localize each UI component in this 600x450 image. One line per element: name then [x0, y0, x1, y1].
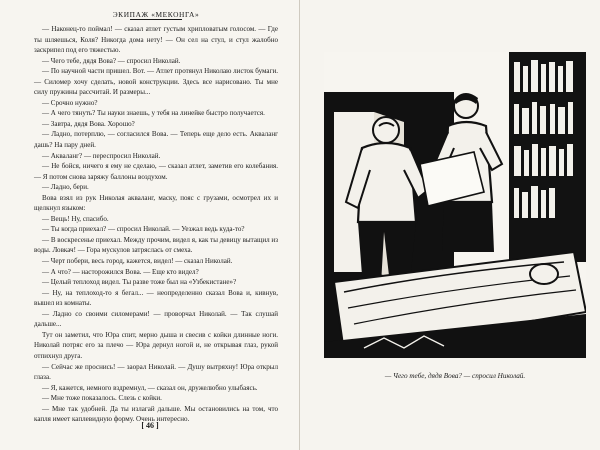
- paragraph: — Наконец-то поймал! — сказал атлет густым хрипловатым голосом. — Где ты шляешься, Коля? Никогда дома нету! — Он сел на стул, и стул жалобно заскрипел под его тяжестью.: [34, 25, 278, 55]
- page-number: [0, 421, 300, 430]
- paragraph: — По научной части пришел. Вот. — Атлет протянул Николаю листок бумаги. — Силомер хочу сделать, новой конструкции. Здесь все нарисовано. Ты мне силу пружины рассчитай. И размеры...: [34, 67, 278, 97]
- running-head-rule: [130, 19, 182, 20]
- illustration-two-men-and-sleeper: [324, 52, 586, 358]
- paragraph: — Акваланг? — переспросил Николай.: [42, 151, 161, 160]
- paragraph: — Завтра, дядя Вова. Хорошо?: [42, 119, 135, 128]
- running-head-text: ЭКИПАЖ «МЕКОНГА»: [112, 10, 200, 19]
- paragraph: — Чего тебе, дядя Вова? — спросил Николай.: [42, 56, 181, 65]
- paragraph: — Я, кажется, немного вздремнул, — сказал он, дружелюбно улыбаясь.: [42, 383, 258, 392]
- paragraph: — Сейчас же проснись! — заорал Николай. — Душу вытряхну! Юра открыл глаза.: [34, 362, 278, 382]
- right-page: [300, 0, 600, 450]
- paragraph: — В воскресенье приехал. Между прочим, видел я, как ты девицу вытащил из воды. Ловкач! — Гора мускулов затряслась от смеха.: [34, 235, 278, 255]
- paragraph: — Вещь! Ну, спасибо.: [42, 214, 109, 223]
- paragraph: — Ладно, потерплю, — согласился Вова. — Теперь еще дело есть. Акваланг дашь? На пару дней.: [34, 130, 278, 150]
- paragraph: — Ладно, бери.: [42, 183, 89, 192]
- paragraph: — Мне тоже показалось. Слезь с койки.: [42, 394, 162, 403]
- paragraph: Вова взял из рук Николая акваланг, маску, пояс с грузами, осмотрел их и щелкнул языком:: [34, 193, 278, 213]
- paragraph: — Срочно нужно?: [42, 98, 98, 107]
- paragraph: — Ну, на теплоход-то я бегал... — неопределенно сказал Вова и, кивнув, вышел из комнаты.: [34, 288, 278, 308]
- paragraph: — А чего тянуть? Ты науки знаешь, у тебя на линейке быстро получается.: [42, 109, 265, 118]
- running-head: [34, 10, 278, 19]
- page-number-bracket-left: [: [141, 421, 146, 430]
- body-text: [34, 24, 278, 425]
- paragraph: — Целый теплоход видел. Ты разве тоже был на «Узбекистане»?: [42, 278, 237, 287]
- paragraph: — Ты когда приехал? — спросил Николай. — Уезжал ведь куда-то?: [42, 225, 245, 234]
- paragraph: — Ладно со своими силомерами! — проворчал Николай. — Так слушай дальше...: [34, 309, 278, 329]
- page-number-value: 46: [146, 421, 154, 430]
- paragraph: — Мне так удобней. Да ты излагай дальше. Мы остановились на том, что капля имеет каплевидную форму. Очень интересно.: [34, 404, 278, 424]
- paragraph: — Не бойся, ничего я ему не сделаю, — сказал атлет, заметив его колебания. — Я потом снова заряжу баллоны воздухом.: [34, 162, 278, 181]
- paragraph: Тут он заметил, что Юра спит, мерно дыша и свесив с койки длинные ноги. Николай потряс его за плечо — Юра дернул ногой и, не открывая глаз, рукой отпихнул друга.: [34, 330, 278, 360]
- illustration-caption: — Чего тебе, дядя Вова? — спросил Николай.: [384, 372, 526, 380]
- paragraph: — А что? — насторожился Вова. — Еще кто видел?: [42, 267, 199, 276]
- paragraph: — Черт побери, весь город, кажется, видел! — сказал Николай.: [42, 257, 233, 266]
- page-number-bracket-right: ]: [154, 421, 159, 430]
